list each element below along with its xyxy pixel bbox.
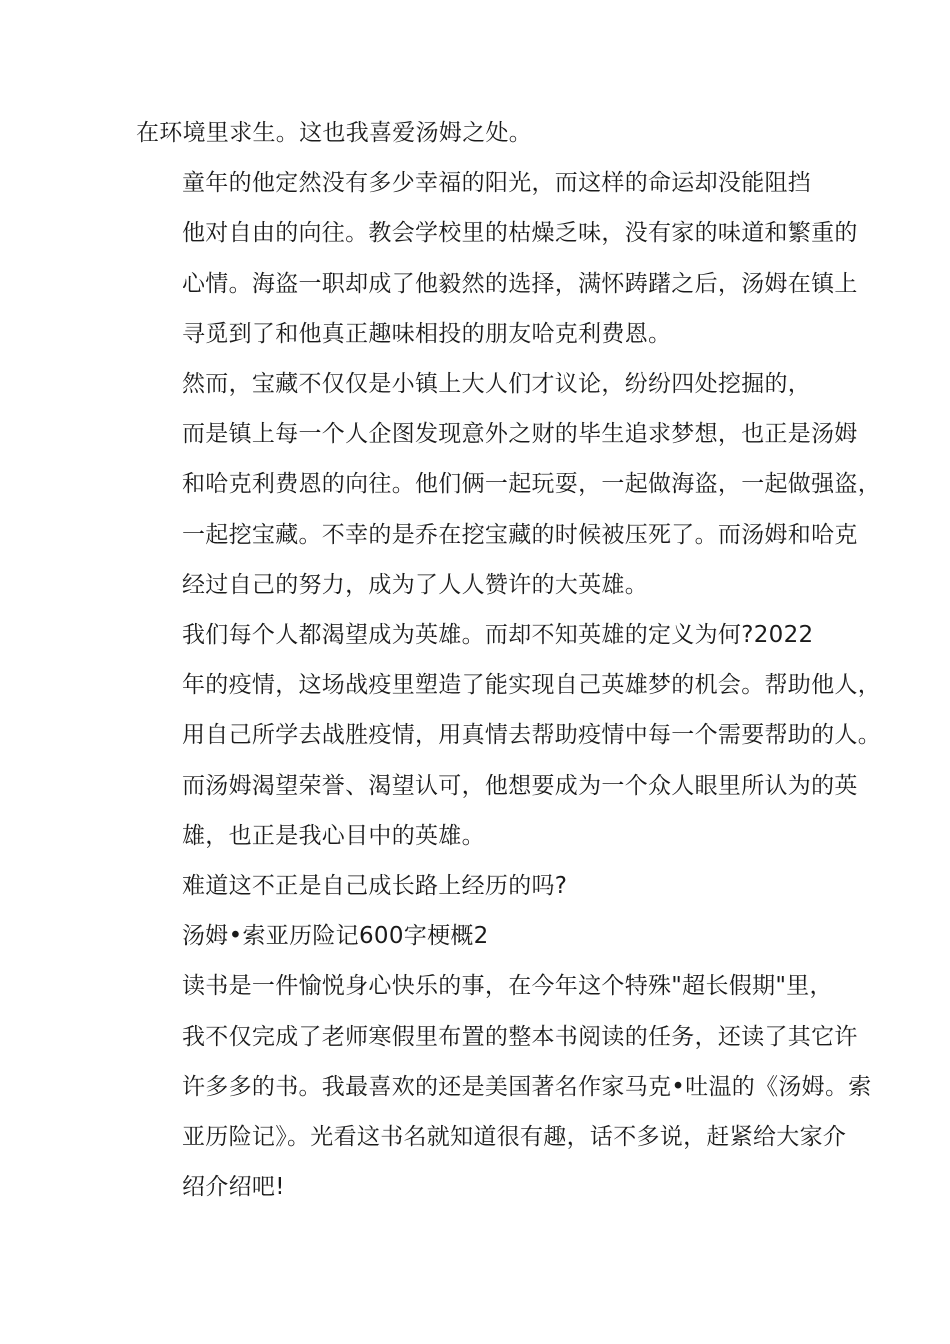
text-line: 然而，宝藏不仅仅是小镇上大人们才议论，纷纷四处挖掘的，: [182, 371, 812, 398]
text-line: 经过自己的努力，成为了人人赞许的大英雄。: [182, 571, 648, 598]
text-line: 汤姆•索亚历险记600字梗概2: [182, 923, 489, 950]
paragraph: [136, 610, 881, 861]
text-line: 读书是一件愉悦身心快乐的事，在今年这个特殊"超长假期"里，: [182, 973, 833, 1000]
text-line: 绍介绍吧!: [182, 1174, 285, 1201]
paragraph: [136, 359, 881, 610]
text-line: 难道这不正是自己成长路上经历的吗?: [182, 873, 568, 900]
paragraph: [136, 961, 872, 1212]
text-line: 用自己所学去战胜疫情，用真情去帮助疫情中每一个需要帮助的人。: [182, 722, 881, 749]
text-line: 和哈克利费恩的向往。他们俩一起玩耍，一起做海盗，一起做强盗，: [182, 471, 881, 498]
text-line: 雄，也正是我心目中的英雄。: [182, 822, 485, 849]
text-line: 许多多的书。我最喜欢的还是美国著名作家马克•吐温的《汤姆。索: [182, 1073, 872, 1100]
text-line: 年的疫情，这场战疫里塑造了能实现自己英雄梦的机会。帮助他人，: [182, 672, 881, 699]
text-line: 而是镇上每一个人企图发现意外之财的毕生追求梦想，也正是汤姆: [182, 421, 858, 448]
text-line: 寻觅到了和他真正趣味相投的朋友哈克利费恩。: [182, 320, 672, 347]
text-line: 而汤姆渴望荣誉、渴望认可，他想要成为一个众人眼里所认为的英: [182, 772, 858, 799]
text-line: 我不仅完成了老师寒假里布置的整本书阅读的任务，还读了其它许: [182, 1023, 858, 1050]
text-line: 他对自由的向往。教会学校里的枯燥乏味，没有家的味道和繁重的: [182, 220, 858, 247]
text-line: 我们每个人都渴望成为英雄。而却不知英雄的定义为何?2022: [182, 622, 814, 649]
text-line: 童年的他定然没有多少幸福的阳光，而这样的命运却没能阻挡: [182, 170, 812, 197]
text-line: 心情。海盗一职却成了他毅然的选择，满怀踌躇之后，汤姆在镇上: [182, 270, 858, 297]
text-line: 在环境里求生。这也我喜爱汤姆之处。: [136, 120, 533, 146]
paragraph: [136, 108, 836, 158]
paragraph: [136, 158, 858, 359]
paragraph: [136, 861, 836, 911]
document-body: [136, 108, 881, 1212]
paragraph: [136, 911, 836, 961]
text-line: 亚历险记》。光看这书名就知道很有趣，话不多说，赶紧给大家介: [182, 1124, 847, 1151]
text-line: 一起挖宝藏。不幸的是乔在挖宝藏的时候被压死了。而汤姆和哈克: [182, 521, 858, 548]
